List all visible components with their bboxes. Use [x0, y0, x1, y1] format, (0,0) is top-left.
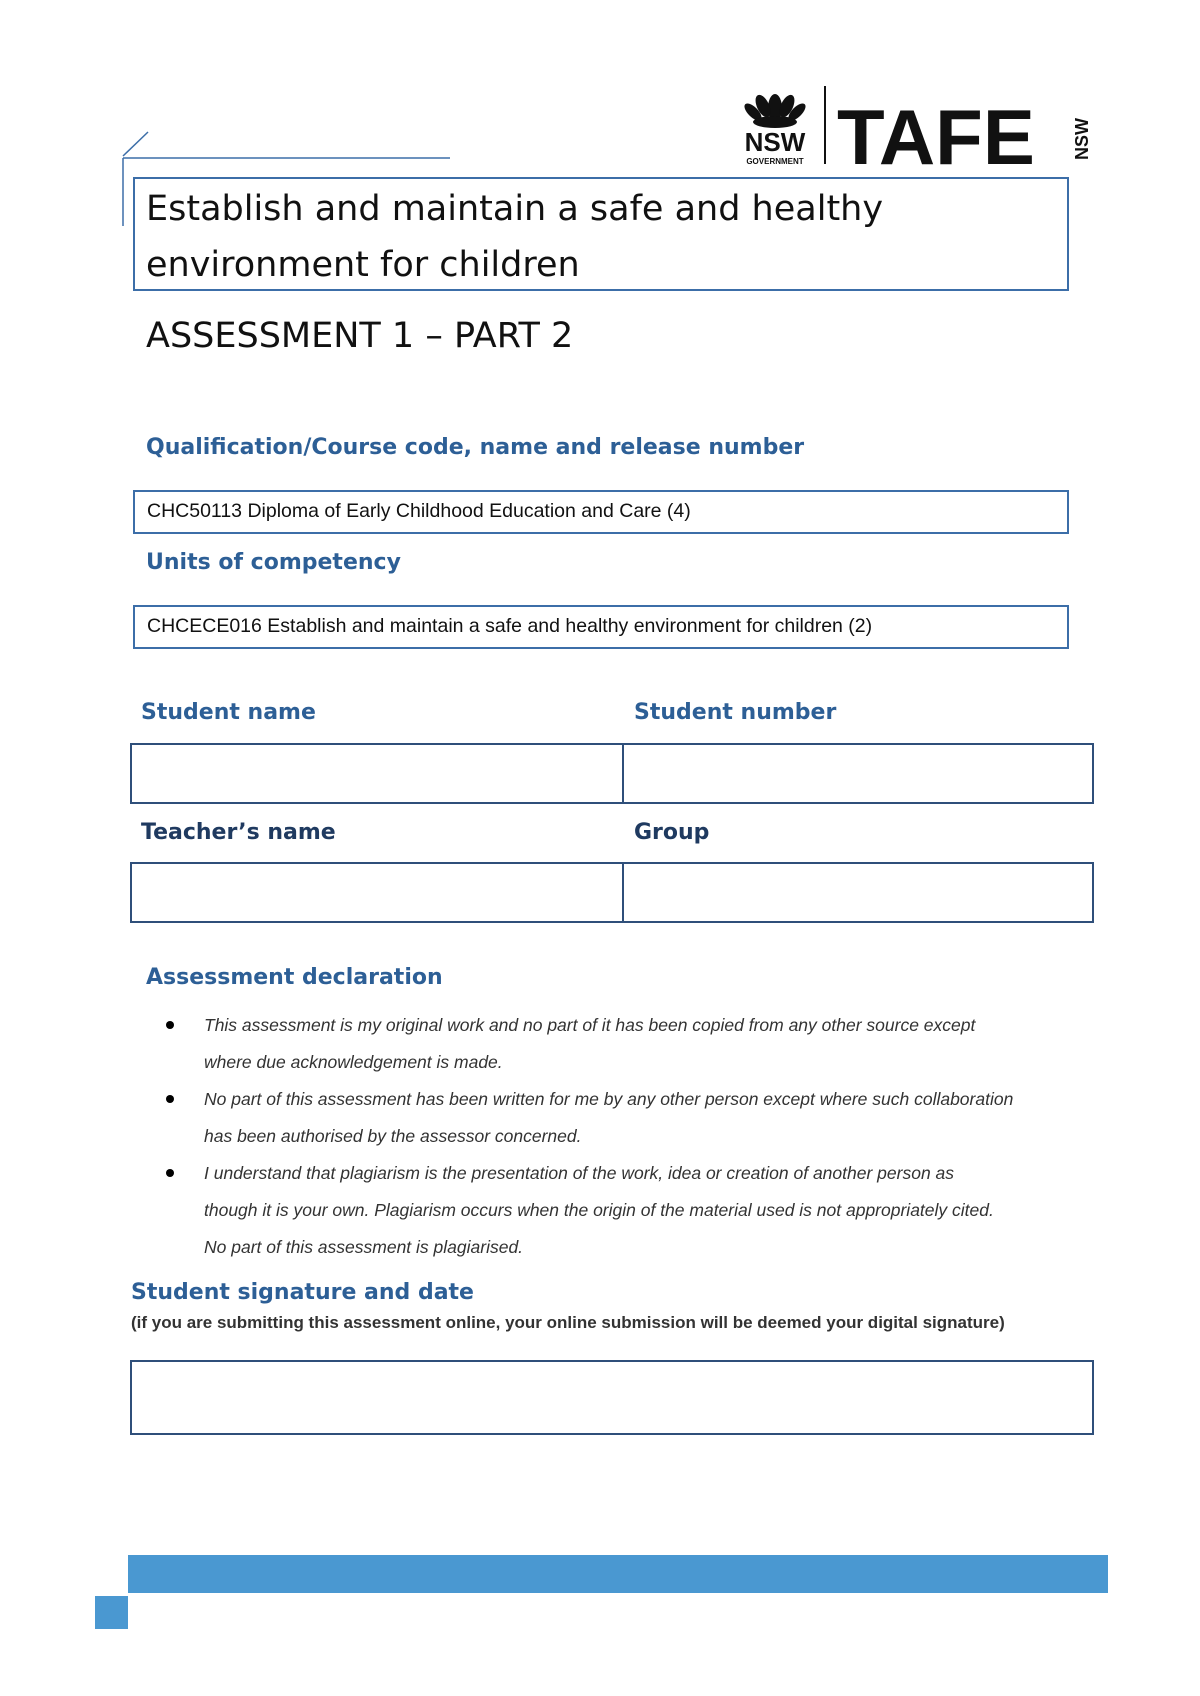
nsw-tafe-logo — [737, 78, 1099, 172]
student-number-label: Student number — [634, 700, 837, 725]
footer-accent-square — [95, 1596, 128, 1629]
qualification-value: CHC50113 Diploma of Early Childhood Education and Care (4) — [133, 490, 1069, 534]
declaration-list — [204, 1007, 1084, 1266]
nsw-government-text: GOVERNMENT — [746, 157, 804, 166]
signature-note: (if you are submitting this assessment online, your online submission will be deemed your digital signature) — [131, 1313, 1005, 1332]
waratah-icon — [742, 93, 809, 128]
logo-divider — [824, 86, 826, 164]
footer-accent-bar — [128, 1555, 1108, 1593]
student-number-field[interactable] — [622, 743, 1094, 804]
student-name-field[interactable] — [130, 743, 624, 804]
declaration-item: This assessment is my original work and no part of it has been copied from any other source except where due acknowledgement is made. — [204, 1007, 1084, 1081]
student-name-label: Student name — [141, 700, 316, 725]
unit-title: Establish and maintain a safe and healthy environment for children — [146, 189, 884, 285]
units-heading: Units of competency — [146, 550, 401, 575]
declaration-item: No part of this assessment has been written for me by any other person except where such collaboration has been authorised by the assessor concerned. — [204, 1081, 1084, 1155]
tafe-nsw-vertical-text: NSW — [1072, 118, 1092, 160]
assessment-title: ASSESSMENT 1 – PART 2 — [146, 316, 574, 356]
signature-heading: Student signature and date — [131, 1280, 474, 1305]
qualification-heading: Qualification/Course code, name and release number — [146, 435, 805, 460]
group-field[interactable] — [622, 862, 1094, 923]
teacher-name-field[interactable] — [130, 862, 624, 923]
tafe-wordmark: TAFE — [837, 93, 1035, 172]
units-value: CHCECE016 Establish and maintain a safe and healthy environment for children (2) — [133, 605, 1069, 649]
bullet-icon — [166, 1095, 174, 1103]
signature-field[interactable] — [130, 1360, 1094, 1435]
nsw-wordmark: NSW — [744, 127, 806, 157]
bullet-icon — [166, 1021, 174, 1029]
declaration-item: I understand that plagiarism is the presentation of the work, idea or creation of another person as though it is your own. Plagiarism occurs when the origin of the material used is not appropriately cited. No part of this assessment is plagiarised. — [204, 1155, 1084, 1266]
group-label: Group — [634, 820, 710, 845]
bullet-icon — [166, 1169, 174, 1177]
declaration-heading: Assessment declaration — [146, 965, 443, 990]
teacher-name-label: Teacher’s name — [141, 820, 336, 845]
